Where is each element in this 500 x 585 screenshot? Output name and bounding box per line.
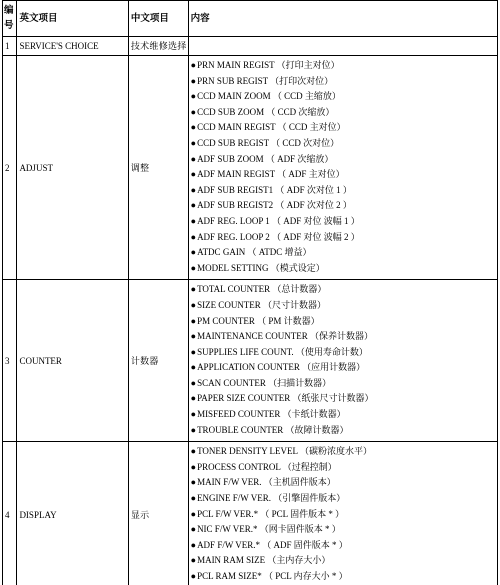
list-item-text: TROUBLE COUNTER （故障计数器） xyxy=(197,424,349,435)
list-item xyxy=(191,261,494,277)
list-item xyxy=(191,522,494,538)
row-english-item: DISPLAY xyxy=(17,442,128,585)
list-item xyxy=(191,444,494,460)
row-english-item: COUNTER xyxy=(17,280,128,442)
bullet-icon: ● xyxy=(190,299,197,310)
list-item xyxy=(191,74,494,90)
table-row xyxy=(3,442,498,585)
list-item xyxy=(191,105,494,121)
list-item xyxy=(191,230,494,246)
list-item xyxy=(191,538,494,554)
row-english-item: SERVICE'S CHOICE xyxy=(17,37,128,56)
bullet-icon: ● xyxy=(190,169,197,180)
bullet-icon: ● xyxy=(190,571,197,581)
row-chinese-item: 显示 xyxy=(128,442,188,585)
list-item-text: SUPPLIES LIFE COUNT. （使用寿命计数） xyxy=(197,346,368,357)
bullet-icon: ● xyxy=(190,446,197,457)
list-item xyxy=(191,314,494,330)
list-item xyxy=(191,376,494,392)
row-number: 4 xyxy=(3,442,17,585)
bullet-icon: ● xyxy=(190,262,197,273)
table-header-row xyxy=(3,1,498,37)
list-item xyxy=(191,120,494,136)
table-row xyxy=(3,56,498,280)
row-content xyxy=(188,280,497,442)
list-item-text: MISFEED COUNTER （卡纸计数器） xyxy=(197,409,346,420)
list-item xyxy=(191,569,494,585)
list-item xyxy=(191,214,494,230)
list-item-text: PAPER SIZE COUNTER （纸张尺寸计数器） xyxy=(197,393,374,404)
bullet-icon: ● xyxy=(190,91,197,102)
list-item xyxy=(191,507,494,523)
bullet-icon: ● xyxy=(190,393,197,404)
list-item-text: CCD SUB ZOOM （ CCD 次缩放） xyxy=(197,106,335,117)
row-content xyxy=(188,56,497,280)
list-item-text: PCL RAM SIZE* （ PCL 内存大小 * ） xyxy=(197,571,348,581)
bullet-icon: ● xyxy=(190,184,197,195)
service-mode-table xyxy=(2,0,498,585)
header-chinese-item: 中文项目 xyxy=(128,1,188,37)
list-item xyxy=(191,423,494,439)
bullet-icon: ● xyxy=(190,137,197,148)
bullet-icon: ● xyxy=(190,555,197,566)
list-item-text: APPLICATION COUNTER （应用计数器） xyxy=(197,362,366,373)
bullet-icon: ● xyxy=(190,331,197,342)
list-item xyxy=(191,183,494,199)
list-item-text: PROCESS CONTROL （过程控制） xyxy=(197,461,337,472)
bullet-icon: ● xyxy=(190,508,197,519)
bullet-icon: ● xyxy=(190,200,197,211)
list-item xyxy=(191,89,494,105)
table-row xyxy=(3,37,498,56)
list-item xyxy=(191,198,494,214)
row-chinese-item: 调整 xyxy=(128,56,188,280)
bullet-icon: ● xyxy=(190,153,197,164)
list-item xyxy=(191,282,494,298)
bullet-icon: ● xyxy=(190,315,197,326)
list-item-text: PRN MAIN REGIST （打印主对位） xyxy=(197,60,340,70)
list-item xyxy=(191,152,494,168)
bullet-icon: ● xyxy=(190,215,197,226)
list-item-text: MAINTENANCE COUNTER （保养计数器） xyxy=(197,331,374,342)
list-item xyxy=(191,475,494,491)
list-item-text: ADF MAIN REGIST （ ADF 主对位） xyxy=(197,169,345,180)
row-number: 3 xyxy=(3,280,17,442)
bullet-icon: ● xyxy=(190,377,197,388)
list-item-text: TOTAL COUNTER （总计数器） xyxy=(197,284,327,295)
list-item xyxy=(191,460,494,476)
list-item-text: ADF SUB REGIST1 （ ADF 次对位 1 ） xyxy=(197,184,352,195)
list-item-text: CCD SUB REGIST （ CCD 次对位） xyxy=(197,137,340,148)
bullet-icon: ● xyxy=(190,247,197,258)
list-item xyxy=(191,491,494,507)
list-item xyxy=(191,329,494,345)
bullet-icon: ● xyxy=(190,524,197,535)
row-content xyxy=(188,442,497,585)
list-item xyxy=(191,298,494,314)
list-item xyxy=(191,58,494,74)
row-english-item: ADJUST xyxy=(17,56,128,280)
list-item xyxy=(191,345,494,361)
list-item xyxy=(191,245,494,261)
list-item-text: SIZE COUNTER （尺寸计数器） xyxy=(197,299,327,310)
bullet-icon: ● xyxy=(190,284,197,295)
list-item xyxy=(191,136,494,152)
bullet-icon: ● xyxy=(190,231,197,242)
bullet-icon: ● xyxy=(190,493,197,504)
bullet-icon: ● xyxy=(190,424,197,435)
header-content: 内容 xyxy=(188,1,497,37)
bullet-icon: ● xyxy=(190,477,197,488)
row-number: 1 xyxy=(3,37,17,56)
bullet-icon: ● xyxy=(190,409,197,420)
header-english-item: 英文项目 xyxy=(17,1,128,37)
bullet-icon: ● xyxy=(190,122,197,133)
bullet-icon: ● xyxy=(190,362,197,373)
list-item-text: ATDC GAIN （ ATDC 增益） xyxy=(197,247,312,258)
list-item-text: ENGINE F/W VER. （引擎固件版本） xyxy=(197,493,346,504)
list-item xyxy=(191,553,494,569)
list-item-text: ADF SUB ZOOM （ ADF 次缩放） xyxy=(197,153,334,164)
list-item-text: PCL F/W VER.* （ PCL 固件版本 * ） xyxy=(197,508,345,519)
bullet-icon: ● xyxy=(190,106,197,117)
list-item xyxy=(191,360,494,376)
list-item-text: TONER DENSITY LEVEL （碳粉浓度水平） xyxy=(197,446,372,457)
list-item-text: PM COUNTER （ PM 计数器） xyxy=(197,315,320,326)
list-item-text: MAIN F/W VER. （主机固件版本） xyxy=(197,477,336,488)
list-item xyxy=(191,391,494,407)
list-item-text: PRN SUB REGIST （打印次对位） xyxy=(197,75,334,86)
list-item xyxy=(191,167,494,183)
list-item-text: ADF F/W VER.* （ ADF 固件版本 * ） xyxy=(197,539,348,550)
bullet-icon: ● xyxy=(190,539,197,550)
table-row xyxy=(3,280,498,442)
list-item-text: ADF REG. LOOP 1 （ ADF 对位 波幅 1 ） xyxy=(197,215,360,226)
list-item-text: ADF SUB REGIST2 （ ADF 次对位 2 ） xyxy=(197,200,352,211)
list-item-text: CCD MAIN REGIST （ CCD 主对位） xyxy=(197,122,346,133)
bullet-icon: ● xyxy=(190,346,197,357)
bullet-icon: ● xyxy=(190,75,197,86)
bullet-icon: ● xyxy=(190,60,197,70)
list-item-text: ADF REG. LOOP 2 （ ADF 对位 波幅 2 ） xyxy=(197,231,360,242)
list-item-text: MODEL SETTING （模式设定） xyxy=(197,262,325,273)
list-item-text: SCAN COUNTER （扫描计数器） xyxy=(197,377,332,388)
list-item-text: NIC F/W VER.* （网卡固件版本 * ） xyxy=(197,524,341,535)
row-number: 2 xyxy=(3,56,17,280)
row-content xyxy=(188,37,497,56)
row-chinese-item: 技术维修选择 xyxy=(128,37,188,56)
list-item-text: MAIN RAM SIZE （主内存大小） xyxy=(197,555,331,566)
list-item-text: CCD MAIN ZOOM （ CCD 主缩放） xyxy=(197,91,341,102)
list-item xyxy=(191,407,494,423)
row-chinese-item: 计数器 xyxy=(128,280,188,442)
bullet-icon: ● xyxy=(190,461,197,472)
header-number: 编号 xyxy=(3,1,17,37)
